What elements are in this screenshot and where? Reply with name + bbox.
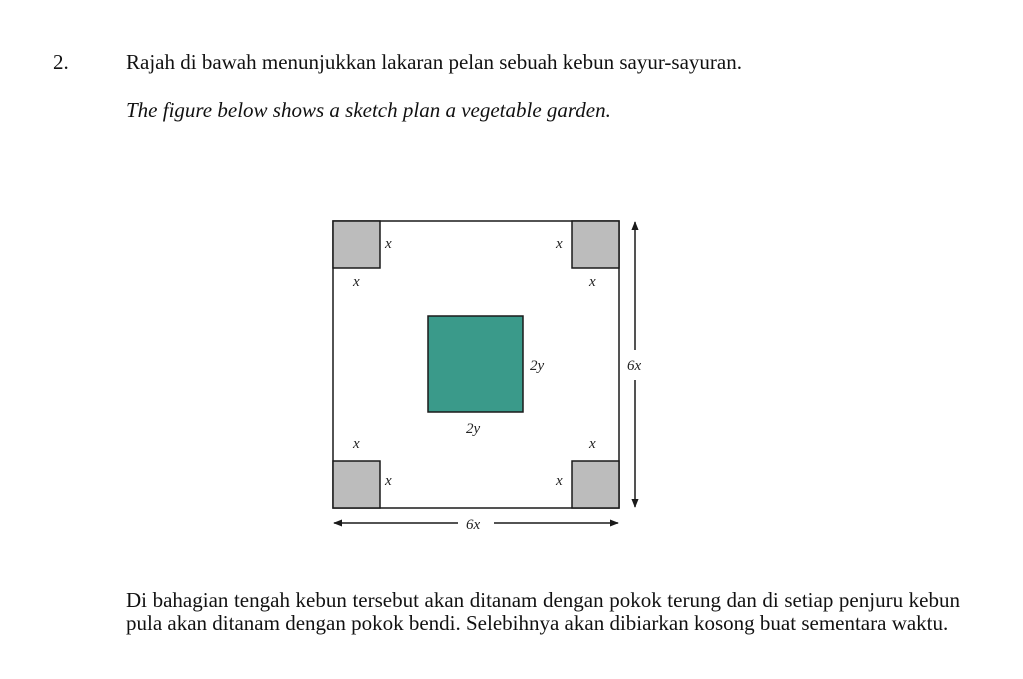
question-text-english: The figure below shows a sketch plan a vegetable garden. xyxy=(126,98,611,122)
center-plot xyxy=(428,316,523,412)
label-top-right-bottom: x xyxy=(589,274,596,290)
label-center-plot-bottom: 2y xyxy=(466,421,481,437)
corner-plot-bottom-right xyxy=(572,461,619,508)
width-dimension-label: 6x xyxy=(466,517,481,533)
corner-plot-top-left xyxy=(333,221,380,268)
height-dimension-label: 6x xyxy=(627,358,642,374)
label-bottom-left-top: x xyxy=(353,436,360,452)
question-number: 2. xyxy=(53,50,69,74)
corner-plot-top-right xyxy=(572,221,619,268)
question-text-malay: Rajah di bawah menunjukkan lakaran pelan sebuah kebun sayur-sayuran. xyxy=(126,50,742,74)
label-bottom-right-top: x xyxy=(589,436,596,452)
label-center-plot-side: 2y xyxy=(530,358,545,374)
corner-plot-bottom-left xyxy=(333,461,380,508)
label-top-left-side: x xyxy=(385,236,392,252)
garden-sketch-svg xyxy=(320,208,670,543)
label-top-right-side: x xyxy=(556,236,563,252)
description-paragraph: Di bahagian tengah kebun tersebut akan ditanam dengan pokok terung dan di setiap penjuru kebun pula akan ditanam dengan pokok bendi. Selebihnya akan dibiarkan kosong buat sementara waktu. xyxy=(126,588,960,635)
label-bottom-left-side: x xyxy=(385,473,392,489)
label-bottom-right-side: x xyxy=(556,473,563,489)
label-top-left-bottom: x xyxy=(353,274,360,290)
garden-sketch-figure xyxy=(320,208,670,543)
